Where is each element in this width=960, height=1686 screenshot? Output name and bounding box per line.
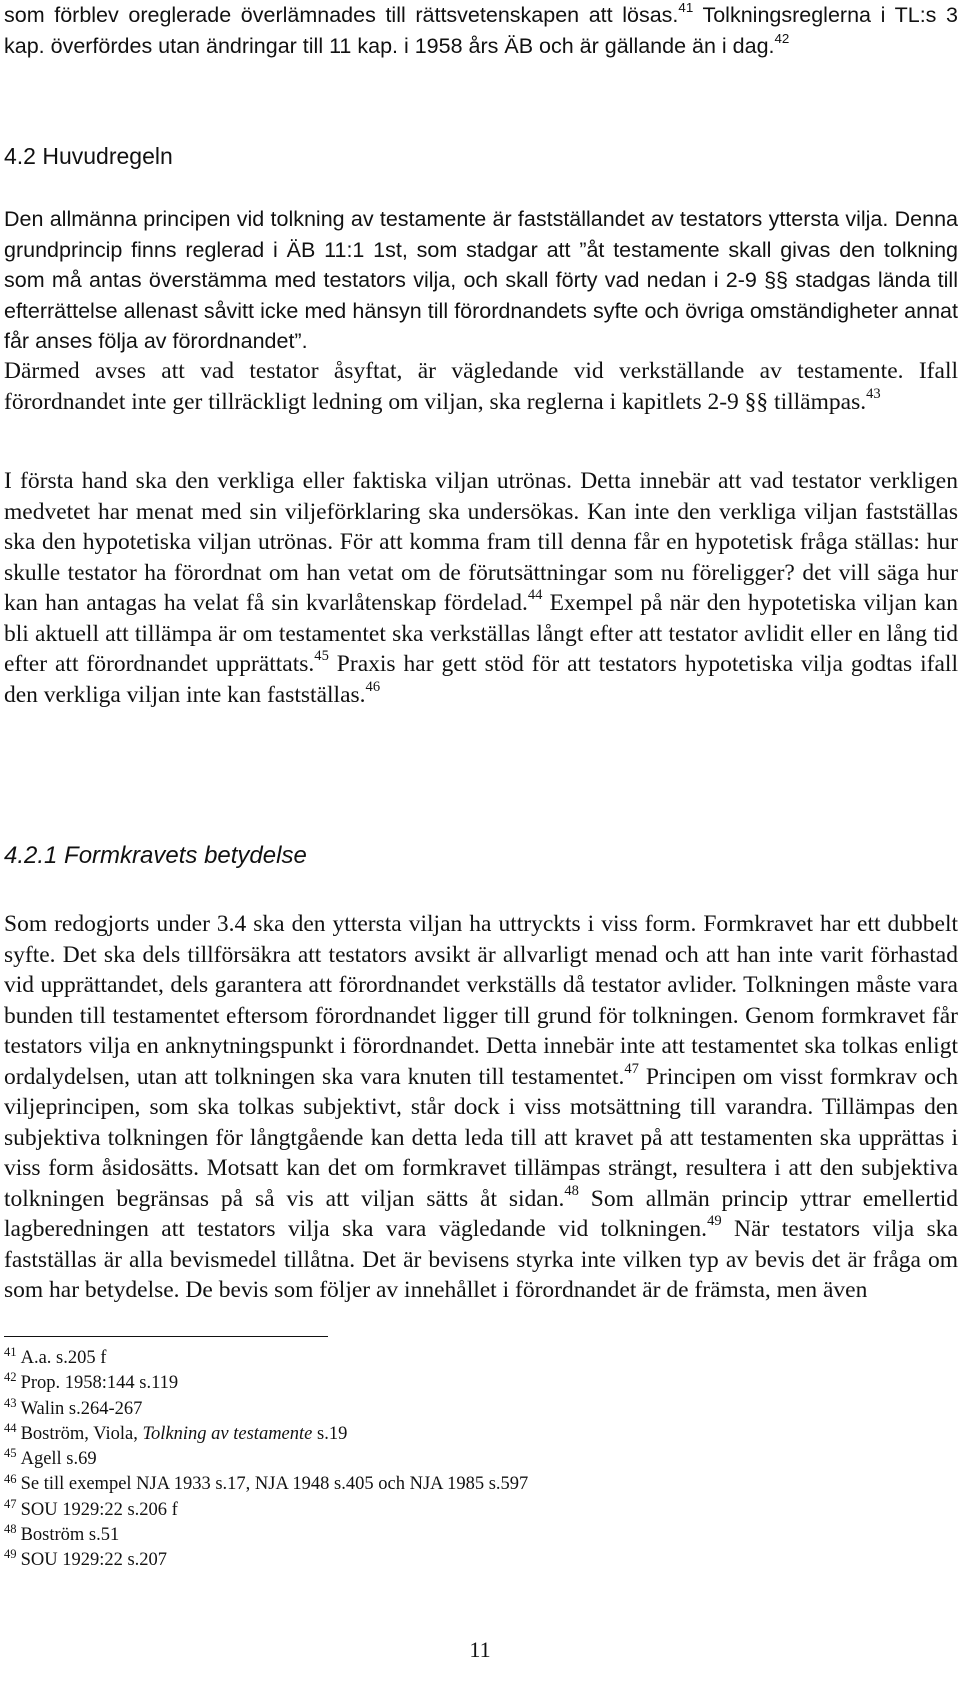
footnote-number: 47 [4,1496,17,1511]
paragraph-text: Principen om visst formkrav och viljeprincipen, som ska tolkas subjektivt, står dock i viss motsättning till varandra. Tillämpas den subjektiva tolkningen för långtgående kan detta leda till att kravet på att testamenten ska upprättas i viss form åsidosätts. Motsatt kan det om formkravet tillämpas strängt, resultera i att den subjektiva tolkningen begränsas på så vis att viljan sätts åt sidan. [4,1063,958,1212]
footnote-book-title: Tolkning av testamente [142,1423,313,1444]
footnote-separator [4,1336,328,1337]
paragraph-text: Den allmänna principen vid tolkning av testamente är fastställandet av testators yttersta vilja. Denna grundprincip finns reglerad i ÄB 11:1 1st, som stadgar att ”åt testamente skall givas den tolkning som må antas överstämma med testators vilja, och skall förty vad nedan i 2-9 §§ stadgas lända till efterrättelse allenast såvitt icke med hänsyn till förordnandets syfte och övriga omständigheter annat får anses följa av förordnandet”. [4,207,958,353]
paragraph-text: Tolkningsreglerna i TL:s 3 kap. överfördes utan ändringar till 11 kap. i 1958 års ÄB och är gällande än i dag. [4,3,958,58]
footnote-text: Prop. 1958:144 s.119 [20,1373,179,1394]
paragraph-text: När testators vilja ska fastställas är alla bevismedel tillåtna. Det är bevisens styrka inte vilken typ av bevis det är fråga om som har betydelse. De bevis som följer av innehållet i förordnandet är de främsta, men även [4,1216,958,1303]
footnote-ref: 43 [866,385,881,402]
footnote-number: 45 [4,1446,17,1461]
footnote-45 [4,1447,904,1472]
paragraph-text: Praxis har gett stöd för att testators hypotetiska vilja godtas ifall den verkliga viljan inte kan fastställas. [4,651,958,708]
paragraph-text: I första hand ska den verkliga eller faktiska viljan utrönas. Detta innebär att vad testator verkligen medvetet har menat med sin viljeförklaring ska undersökas. Kan inte den verkliga viljan fastställas ska den hypotetiska viljan utrönas. För att komma fram till denna får en hypotetisk fråga ställas: hur skulle testator ha förordnat om han vetat om de förutsättningar som nu föreligger? det vill säga hur kan han antagas ha velat få sin kvarlåtenskap fördelad. [4,468,958,616]
footnote-ref: 49 [707,1213,722,1230]
intro-paragraph [4,0,958,61]
page-number: 11 [469,1637,491,1662]
paragraph-text: Som allmän princip yttrar emellertid lagberedningen att testators vilja ska vara vägledande vid tolkningen. [4,1185,958,1242]
footnote-text: s.19 [312,1423,348,1444]
footnote-44 [4,1422,904,1447]
section-heading-huvudregeln: 4.2 Huvudregeln [4,143,173,169]
actual-will-paragraph [4,466,958,710]
footnote-49 [4,1548,904,1573]
purpose-paragraph [4,356,958,417]
principle-paragraph [4,204,958,357]
footnote-number: 46 [4,1471,17,1486]
footnote-ref: 47 [624,1060,639,1077]
footnote-text: A.a. s.205 f [20,1348,107,1368]
footnote-text: Se till exempel NJA 1933 s.17, NJA 1948 s.405 och NJA 1985 s.597 [20,1474,529,1495]
footnote-48 [4,1523,904,1548]
paragraph-text: Som redogjorts under 3.4 ska den yttersta viljan ha uttryckts i viss form. Formkravet har ett dubbelt syfte. Det ska dels tillförsäkra att testators avsikt är allvarligt menad och att han inte varit förhastad vid upprättandet, dels garantera att förordnandet verkställs då testator avlider. Tolkningen måste vara bunden till testamentet eftersom förordnandet ligger till grund för tolkningen. Genom formkravet får testators vilja en anknytningspunkt i förordnandet. Detta innebär inte att testamentet ska tolkas enligt ordalydelsen, utan att tolkningen ska vara knuten till testamentet. [4,911,958,1090]
footnote-ref: 41 [678,0,694,16]
paragraph-text: Exempel på när den hypotetiska viljan kan bli aktuell att tillämpa är om testamentet ska verkställas långt efter att testator avlidit eller en lång tid efter att förordnandet upprättats. [4,590,958,677]
footnote-number: 48 [4,1522,17,1537]
footnote-43 [4,1397,904,1422]
footnote-number: 42 [4,1370,17,1385]
footnote-41 [4,1346,904,1371]
footnote-ref: 46 [365,678,381,695]
footnote-text: Boström, Viola, [20,1423,143,1444]
footnote-ref: 42 [774,30,790,46]
footnote-number: 49 [4,1547,17,1562]
footnote-text: SOU 1929:22 s.207 [20,1550,168,1571]
footnote-number: 41 [4,1345,17,1360]
footnotes-list [4,1346,904,1574]
footnote-ref: 48 [564,1182,579,1199]
footnote-number: 44 [4,1420,17,1435]
footnote-42 [4,1371,904,1396]
footnote-text: Walin s.264-267 [20,1398,143,1419]
footnote-text: SOU 1929:22 s.206 f [20,1499,178,1520]
footnote-ref: 45 [314,648,329,665]
footnote-number: 43 [4,1395,17,1410]
paragraph-text: som förblev oreglerade överlämnades till rättsvetenskapen att lösas. [4,3,679,27]
paragraph-text: Därmed avses att vad testator åsyftat, är vägledande vid verkställande av testamente. Ifall förordnandet inte ger tillräckligt ledning om viljan, ska reglerna i kapitlets 2-9 §§ tillämpas. [4,358,958,415]
form-requirement-paragraph [4,909,958,1306]
section-heading-formkravets-betydelse: 4.2.1 Formkravets betydelse [4,842,307,869]
footnote-46 [4,1472,904,1497]
footnote-text: Agell s.69 [20,1449,97,1470]
footnote-ref: 44 [527,587,543,604]
footnote-text: Boström s.51 [20,1525,120,1546]
footnote-47 [4,1498,904,1523]
